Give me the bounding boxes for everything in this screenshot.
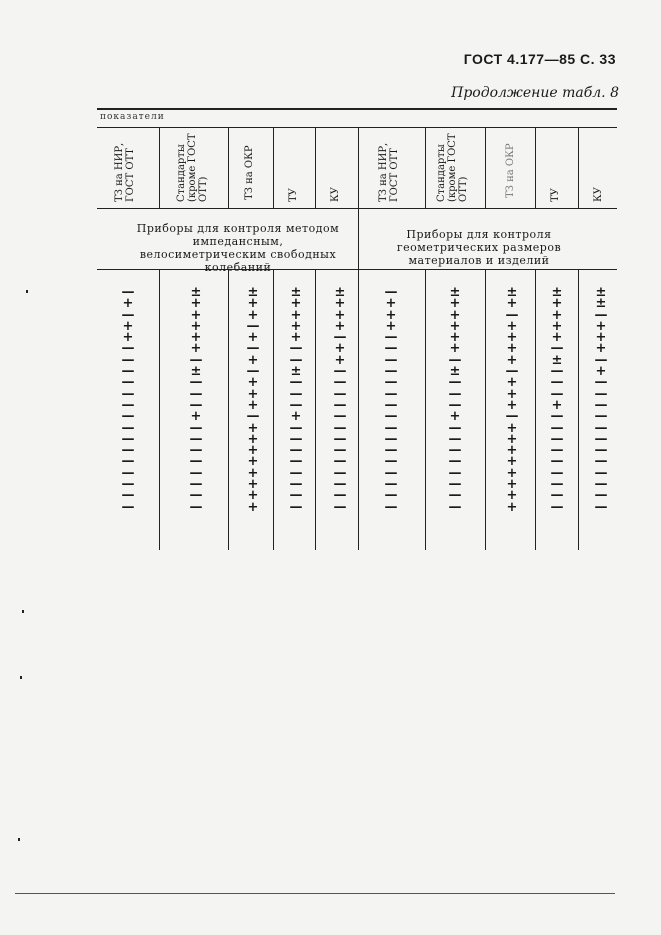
- table-cell-symbol: +: [449, 330, 461, 346]
- table-cell-symbol: —: [121, 341, 135, 357]
- table-cell-symbol: +: [449, 307, 461, 323]
- table-cell-symbol: —: [505, 364, 519, 380]
- table-cell-symbol: —: [189, 375, 203, 391]
- table-cell-symbol: +: [449, 341, 461, 357]
- table-cell-symbol: +: [449, 409, 461, 425]
- table-cell-symbol: +: [506, 375, 518, 391]
- table-cell-symbol: —: [189, 397, 203, 413]
- data-column: [333, 287, 347, 513]
- table-cell-symbol: ±: [595, 296, 607, 312]
- col-sep: [485, 270, 486, 550]
- table-cell-symbol: +: [506, 499, 518, 515]
- table-cell-symbol: +: [551, 296, 563, 312]
- table-cell-symbol: —: [289, 499, 303, 515]
- table-cell-symbol: —: [121, 499, 135, 515]
- table-cell-symbol: —: [448, 454, 462, 470]
- group-divider: [97, 208, 617, 209]
- table-cell-symbol: —: [333, 397, 347, 413]
- table-cell-symbol: ±: [190, 285, 202, 300]
- column-header: ТЗ на ОКР: [505, 143, 516, 198]
- table-cell-symbol: —: [121, 454, 135, 470]
- table-cell-symbol: +: [551, 318, 563, 334]
- group-title-impedance: Приборы для контроля методом импедансным, велосиметрическим свободных колебаний: [136, 222, 340, 274]
- column-header: ТЗ на НИР, ГОСТ ОТТ: [378, 142, 400, 202]
- col-sep: [535, 127, 536, 208]
- table-cell-symbol: ±: [449, 364, 461, 380]
- table-cell-symbol: +: [334, 318, 346, 334]
- table-cell-symbol: +: [122, 296, 134, 312]
- scan-speck: [18, 838, 20, 841]
- table-top-rule: [97, 108, 617, 110]
- table-cell-symbol: +: [247, 307, 259, 323]
- table-cell-symbol: +: [334, 307, 346, 323]
- table-cell-symbol: —: [333, 465, 347, 481]
- table-cell-symbol: —: [594, 488, 608, 504]
- table-cell-symbol: +: [506, 330, 518, 346]
- table-cell-symbol: —: [333, 499, 347, 515]
- data-column: [289, 287, 303, 513]
- table-cell-symbol: +: [385, 296, 397, 312]
- table-cell-symbol: +: [595, 330, 607, 346]
- data-column: [384, 287, 398, 513]
- table-cell-symbol: —: [594, 375, 608, 391]
- table-cell-symbol: —: [594, 477, 608, 493]
- table-cell-symbol: +: [247, 488, 259, 504]
- col-sep: [578, 270, 579, 550]
- col-sep: [228, 270, 229, 550]
- table-cell-symbol: —: [448, 477, 462, 493]
- table-cell-symbol: —: [384, 431, 398, 447]
- table-cell-symbol: +: [247, 499, 259, 515]
- table-cell-symbol: —: [333, 420, 347, 436]
- table-cell-symbol: —: [384, 330, 398, 346]
- table-cell-symbol: +: [506, 397, 518, 413]
- table-cell-symbol: —: [550, 454, 564, 470]
- table-cell-symbol: +: [551, 397, 563, 413]
- table-cell-symbol: —: [550, 364, 564, 380]
- table-cell-symbol: +: [247, 454, 259, 470]
- table-cell-symbol: —: [121, 285, 135, 300]
- data-column: [121, 287, 135, 513]
- table-cell-symbol: +: [290, 330, 302, 346]
- table-cell-symbol: —: [121, 386, 135, 402]
- table-cell-symbol: —: [550, 341, 564, 357]
- table-cell-symbol: —: [384, 352, 398, 368]
- table-cell-symbol: —: [333, 488, 347, 504]
- table-cell-symbol: —: [289, 397, 303, 413]
- table-cell-symbol: ±: [551, 285, 563, 300]
- table-cell-symbol: +: [247, 375, 259, 391]
- table-cell-symbol: —: [550, 465, 564, 481]
- table-cell-symbol: —: [384, 285, 398, 300]
- table-cell-symbol: —: [505, 409, 519, 425]
- table-cell-symbol: —: [550, 488, 564, 504]
- table-cell-symbol: —: [384, 397, 398, 413]
- table-cell-symbol: —: [550, 420, 564, 436]
- table-cell-symbol: ±: [595, 285, 607, 300]
- table-cell-symbol: —: [333, 330, 347, 346]
- table-cell-symbol: —: [448, 431, 462, 447]
- table-cell-symbol: —: [333, 431, 347, 447]
- table-cell-symbol: ±: [334, 285, 346, 300]
- table-cell-symbol: —: [289, 386, 303, 402]
- table-cell-symbol: —: [189, 386, 203, 402]
- column-header: ТУ: [288, 188, 299, 202]
- table-cell-symbol: —: [448, 499, 462, 515]
- table-cell-symbol: —: [333, 409, 347, 425]
- table-cell-symbol: —: [246, 409, 260, 425]
- table-cell-symbol: ±: [290, 285, 302, 300]
- table-cell-symbol: —: [121, 397, 135, 413]
- indicators-label: показатели: [100, 112, 165, 122]
- col-sep: [273, 270, 274, 550]
- table-cell-symbol: +: [247, 465, 259, 481]
- table-cell-symbol: —: [448, 443, 462, 459]
- table-cell-symbol: +: [190, 330, 202, 346]
- table-cell-symbol: ±: [551, 352, 563, 368]
- column-header: ТУ: [550, 188, 561, 202]
- table-cell-symbol: —: [189, 420, 203, 436]
- table-cell-symbol: +: [247, 352, 259, 368]
- table-cell-symbol: +: [595, 318, 607, 334]
- data-column: [505, 287, 519, 513]
- table-cell-symbol: —: [246, 341, 260, 357]
- table-cell-symbol: +: [334, 296, 346, 312]
- col-sep: [159, 127, 160, 208]
- table-cell-symbol: —: [594, 431, 608, 447]
- table-cell-symbol: +: [190, 409, 202, 425]
- column-header: КУ: [593, 187, 604, 202]
- table-cell-symbol: +: [122, 318, 134, 334]
- table-cell-symbol: ±: [506, 285, 518, 300]
- table-cell-symbol: +: [595, 341, 607, 357]
- table-cell-symbol: —: [333, 375, 347, 391]
- table-cell-symbol: —: [246, 364, 260, 380]
- col-sep: [425, 270, 426, 550]
- table-cell-symbol: —: [448, 386, 462, 402]
- table-cell-symbol: +: [449, 318, 461, 334]
- table-cell-symbol: +: [247, 386, 259, 402]
- col-sep: [273, 127, 274, 208]
- table-cell-symbol: —: [448, 352, 462, 368]
- table-cell-symbol: —: [289, 477, 303, 493]
- table-cell-symbol: —: [384, 409, 398, 425]
- table-cell-symbol: —: [384, 443, 398, 459]
- table-cell-symbol: +: [334, 352, 346, 368]
- table-cell-symbol: +: [506, 352, 518, 368]
- table-cell-symbol: —: [594, 352, 608, 368]
- table-cell-symbol: —: [189, 465, 203, 481]
- table-cell-symbol: —: [384, 454, 398, 470]
- data-column: [448, 287, 462, 513]
- table-cell-symbol: —: [289, 431, 303, 447]
- table-cell-symbol: —: [505, 307, 519, 323]
- table-cell-symbol: +: [190, 296, 202, 312]
- table-cell-symbol: —: [189, 477, 203, 493]
- table-cell-symbol: —: [594, 499, 608, 515]
- col-sep: [315, 127, 316, 208]
- table-cell-symbol: +: [290, 296, 302, 312]
- table-cell-symbol: —: [289, 341, 303, 357]
- table-cell-symbol: +: [247, 420, 259, 436]
- col-sep: [535, 270, 536, 550]
- table-cell-symbol: —: [594, 420, 608, 436]
- table-cell-symbol: —: [384, 477, 398, 493]
- table-cell-symbol: —: [384, 488, 398, 504]
- table-cell-symbol: —: [333, 386, 347, 402]
- table-cell-symbol: +: [385, 307, 397, 323]
- table-cell-symbol: —: [594, 386, 608, 402]
- table-cell-symbol: —: [189, 499, 203, 515]
- table-cell-symbol: —: [189, 454, 203, 470]
- table-cell-symbol: ±: [247, 285, 259, 300]
- table-cell-symbol: —: [384, 375, 398, 391]
- data-column: [246, 287, 260, 513]
- table-cell-symbol: +: [506, 477, 518, 493]
- table-cell-symbol: —: [594, 397, 608, 413]
- table-cell-symbol: +: [290, 307, 302, 323]
- column-header: КУ: [330, 187, 341, 202]
- table-cell-symbol: —: [594, 465, 608, 481]
- table-cell-symbol: +: [551, 330, 563, 346]
- table-cell-symbol: +: [506, 341, 518, 357]
- table-cell-symbol: —: [384, 364, 398, 380]
- table-cell-symbol: —: [121, 307, 135, 323]
- table-cell-symbol: +: [506, 488, 518, 504]
- table-cell-symbol: +: [247, 397, 259, 413]
- table-cell-symbol: —: [121, 420, 135, 436]
- table-cell-symbol: —: [289, 454, 303, 470]
- table-cell-symbol: —: [121, 431, 135, 447]
- table-cell-symbol: —: [448, 465, 462, 481]
- table-cell-symbol: —: [189, 431, 203, 447]
- table-cell-symbol: ±: [290, 364, 302, 380]
- table-cell-symbol: +: [247, 443, 259, 459]
- table-cell-symbol: —: [384, 499, 398, 515]
- scan-speck: [26, 290, 28, 293]
- table-cell-symbol: +: [334, 341, 346, 357]
- table-cell-symbol: —: [121, 488, 135, 504]
- table-cell-symbol: +: [190, 341, 202, 357]
- table-cell-symbol: —: [333, 454, 347, 470]
- table-cell-symbol: —: [333, 364, 347, 380]
- data-column: [550, 287, 564, 513]
- header-divider: [97, 127, 617, 128]
- col-sep: [485, 127, 486, 208]
- table-cell-symbol: —: [289, 443, 303, 459]
- table-cell-symbol: —: [121, 364, 135, 380]
- table-cell-symbol: +: [190, 307, 202, 323]
- table-cell-symbol: +: [506, 296, 518, 312]
- table-cell-symbol: —: [594, 454, 608, 470]
- table-cell-symbol: —: [550, 499, 564, 515]
- table-cell-symbol: +: [506, 386, 518, 402]
- table-cell-symbol: —: [448, 375, 462, 391]
- group-title-geometric: Приборы для контроля геометрических размеров материалов и изделий: [396, 228, 562, 267]
- table-cell-symbol: —: [384, 420, 398, 436]
- col-sep: [315, 270, 316, 550]
- table-continuation-caption: Продолжение табл. 8: [451, 85, 619, 101]
- table-cell-symbol: +: [506, 454, 518, 470]
- table-cell-symbol: —: [289, 352, 303, 368]
- section-separator: [358, 127, 359, 270]
- table-cell-symbol: —: [550, 443, 564, 459]
- table-cell-symbol: +: [290, 409, 302, 425]
- table-cell-symbol: +: [247, 296, 259, 312]
- data-column: [594, 287, 608, 513]
- table-cell-symbol: +: [506, 420, 518, 436]
- table-cell-symbol: +: [247, 431, 259, 447]
- col-sep: [578, 127, 579, 208]
- table-cell-symbol: —: [550, 431, 564, 447]
- table-cell-symbol: —: [550, 409, 564, 425]
- table-cell-symbol: —: [189, 352, 203, 368]
- table-cell-symbol: —: [448, 397, 462, 413]
- table-cell-symbol: —: [121, 409, 135, 425]
- table-cell-symbol: —: [289, 375, 303, 391]
- table-cell-symbol: ±: [190, 364, 202, 380]
- table-cell-symbol: —: [448, 488, 462, 504]
- table-cell-symbol: +: [247, 330, 259, 346]
- table-cell-symbol: +: [506, 465, 518, 481]
- col-sep: [228, 127, 229, 208]
- table-cell-symbol: +: [385, 318, 397, 334]
- column-header: ТЗ на ОКР: [244, 145, 255, 200]
- scan-speck: [20, 676, 22, 679]
- column-header: Стандарты (кроме ГОСТ ОТТ): [176, 133, 209, 202]
- table-cell-symbol: —: [121, 375, 135, 391]
- bottom-rule: [15, 893, 615, 894]
- table-cell-symbol: —: [384, 386, 398, 402]
- table-cell-symbol: —: [333, 443, 347, 459]
- table-cell-symbol: —: [121, 443, 135, 459]
- table-cell-symbol: —: [550, 375, 564, 391]
- table-cell-symbol: —: [550, 477, 564, 493]
- col-sep: [425, 127, 426, 208]
- table-cell-symbol: —: [594, 307, 608, 323]
- table-cell-symbol: —: [384, 341, 398, 357]
- data-column: [189, 287, 203, 513]
- col-sep: [358, 270, 359, 550]
- table-cell-symbol: —: [121, 477, 135, 493]
- table-cell-symbol: +: [506, 443, 518, 459]
- table-cell-symbol: +: [247, 477, 259, 493]
- table-cell-symbol: ±: [449, 285, 461, 300]
- table-cell-symbol: +: [190, 318, 202, 334]
- page-header: ГОСТ 4.177—85 С. 33: [463, 51, 616, 67]
- table-cell-symbol: —: [333, 477, 347, 493]
- table-cell-symbol: —: [289, 465, 303, 481]
- table-cell-symbol: +: [122, 330, 134, 346]
- table-cell-symbol: —: [550, 386, 564, 402]
- table-cell-symbol: —: [121, 352, 135, 368]
- table-cell-symbol: —: [594, 443, 608, 459]
- table-cell-symbol: —: [246, 318, 260, 334]
- table-cell-symbol: —: [121, 465, 135, 481]
- table-cell-symbol: —: [189, 443, 203, 459]
- column-header: ТЗ на НИР, ГОСТ ОТТ: [114, 142, 136, 202]
- table-cell-symbol: +: [595, 364, 607, 380]
- table-cell-symbol: —: [289, 420, 303, 436]
- col-sep: [159, 270, 160, 550]
- table-cell-symbol: +: [290, 318, 302, 334]
- table-cell-symbol: —: [289, 488, 303, 504]
- table-cell-symbol: —: [189, 488, 203, 504]
- table-cell-symbol: +: [449, 296, 461, 312]
- column-header: Стандарты (кроме ГОСТ ОТТ): [436, 133, 469, 202]
- table-cell-symbol: —: [448, 420, 462, 436]
- table-cell-symbol: —: [594, 409, 608, 425]
- scan-speck: [22, 610, 24, 613]
- table-cell-symbol: —: [384, 465, 398, 481]
- table-cell-symbol: +: [551, 307, 563, 323]
- table-cell-symbol: +: [506, 431, 518, 447]
- table-cell-symbol: +: [506, 318, 518, 334]
